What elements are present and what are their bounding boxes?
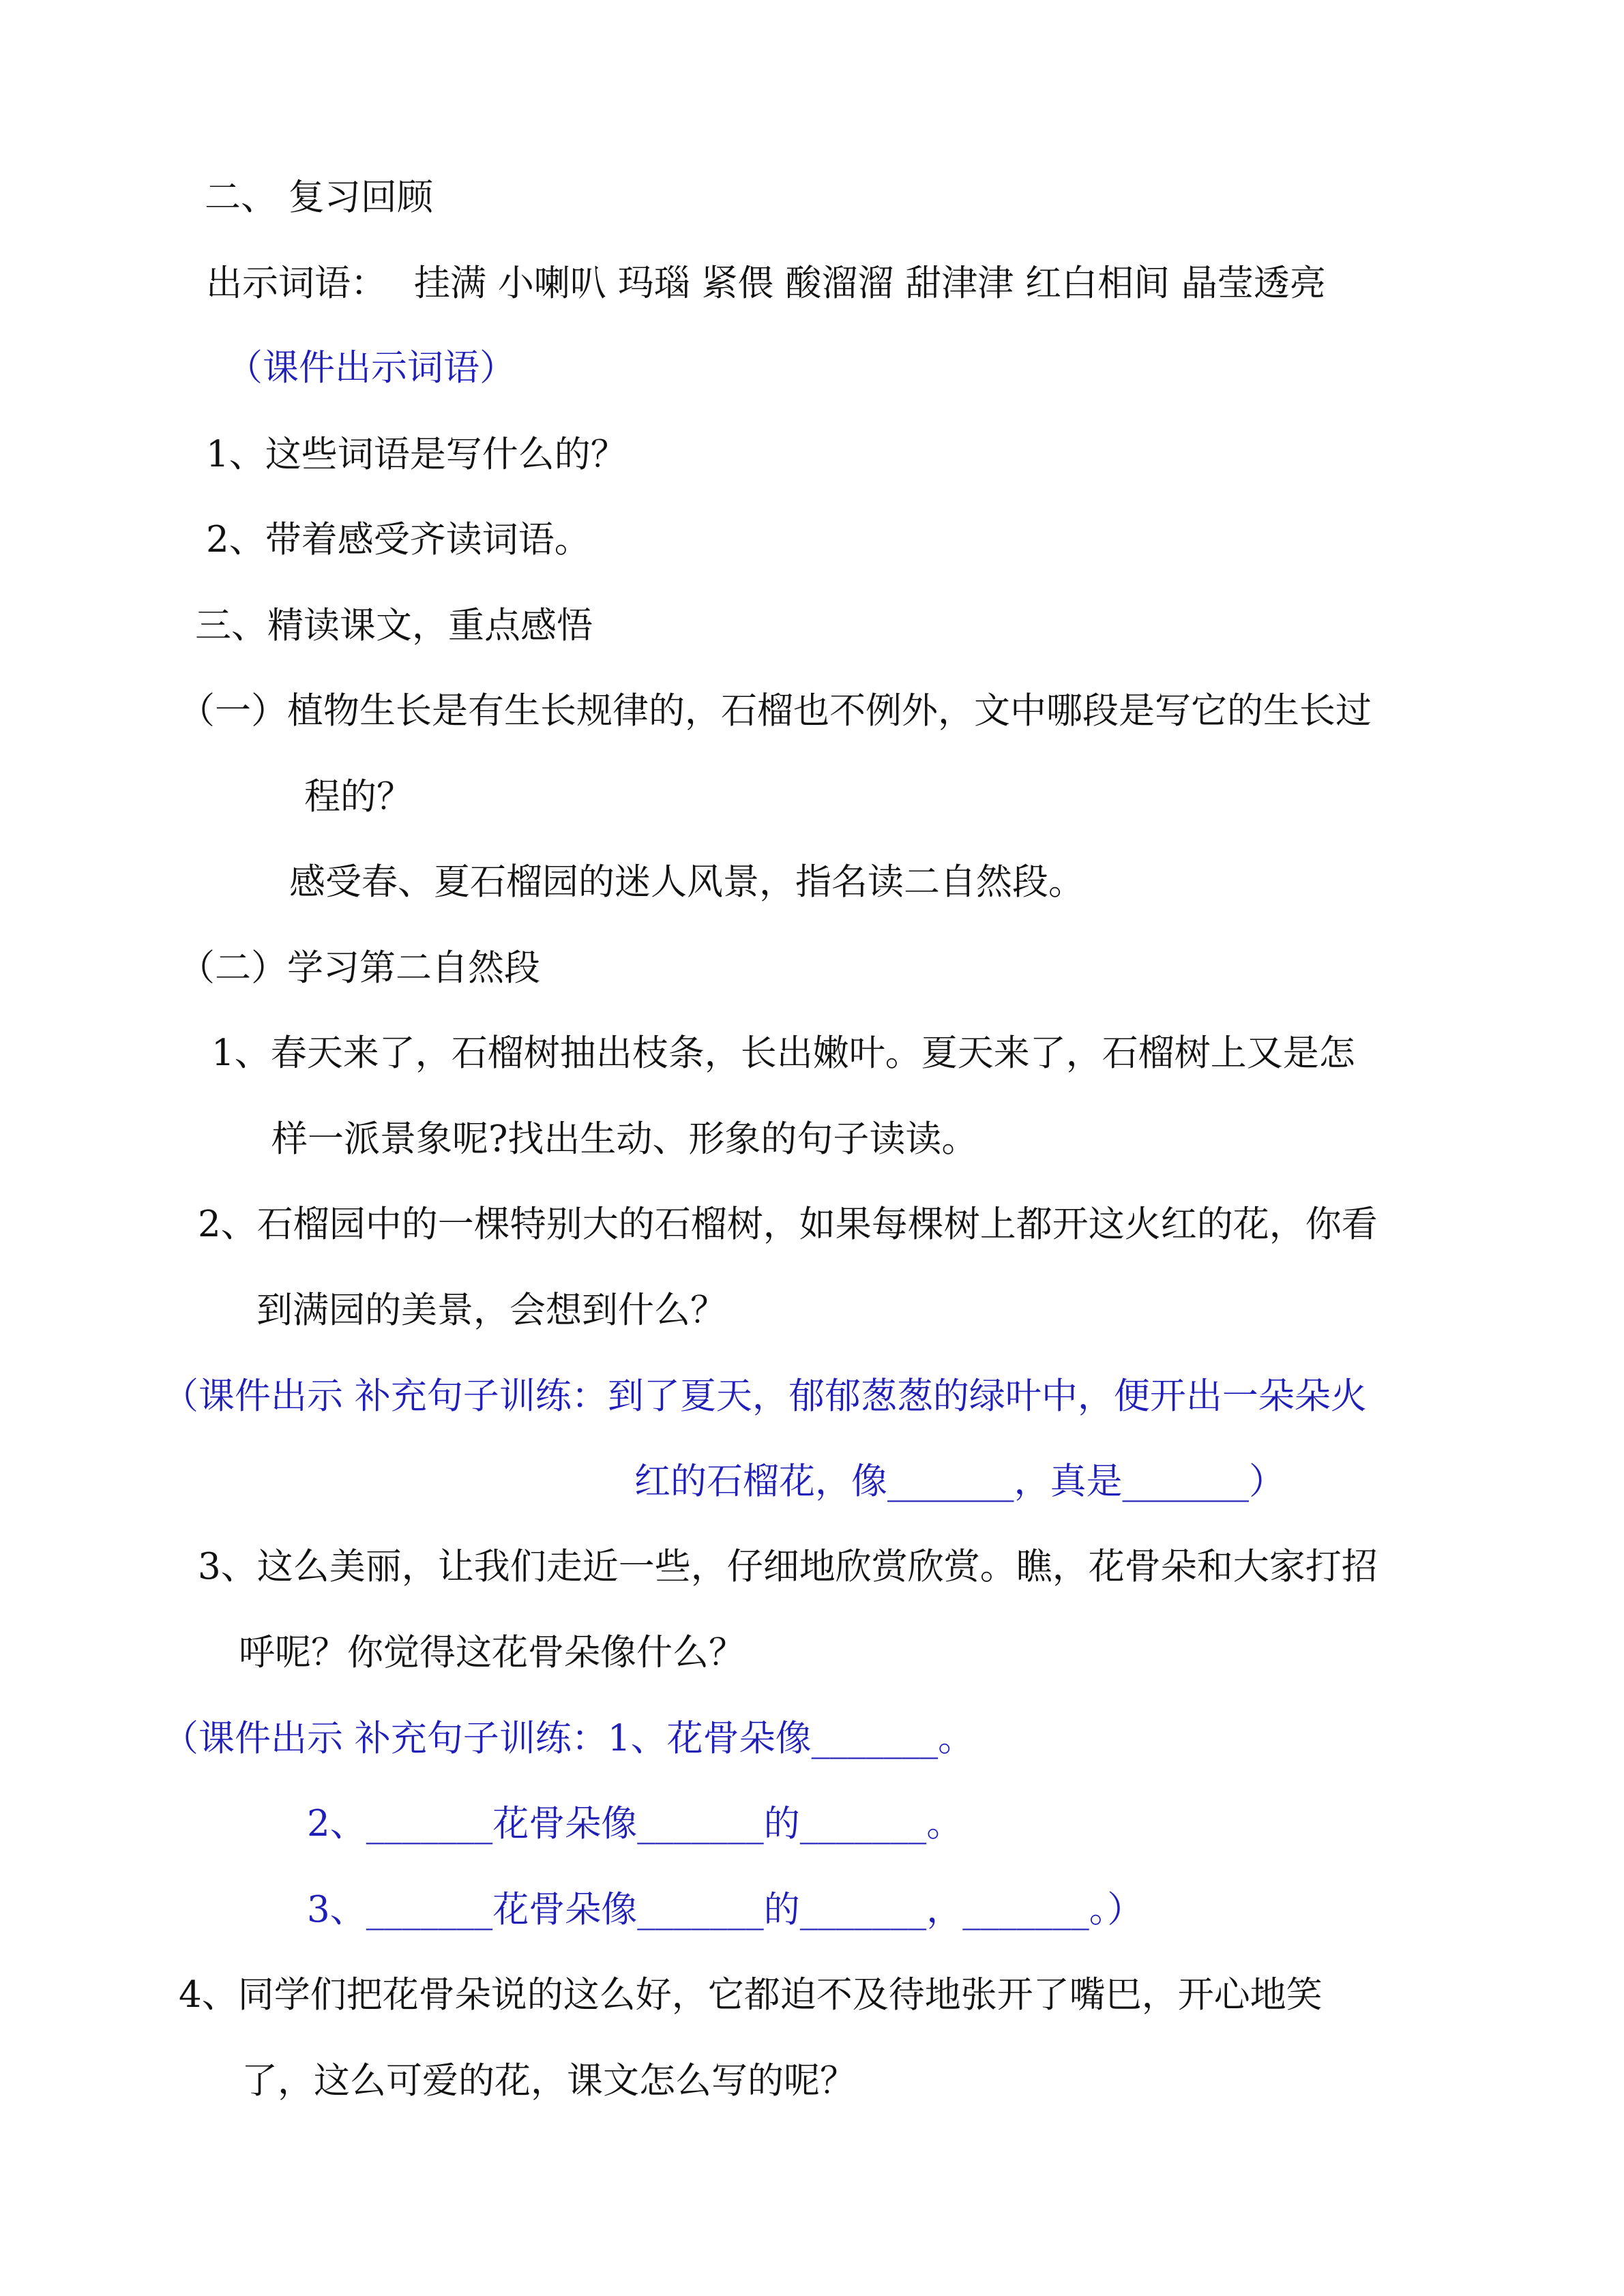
section-2-words-line — [206, 262, 1326, 305]
courseware-sentence-2-line-2: 2、_______花骨朵像_______的_______。 — [307, 1803, 963, 1845]
part-2-heading: （二）学习第二自然段 — [179, 947, 540, 989]
part-1-instruction: 感受春、夏石榴园的迷人风景，指名读二自然段。 — [289, 861, 1084, 903]
section-3-heading: 三、精读课文，重点感悟 — [195, 605, 593, 646]
courseware-sentence-1-line-1: （课件出示 补充句子训练：到了夏天，郁郁葱葱的绿叶中，便开出一朵朵火 — [162, 1375, 1367, 1417]
question-2-read-aloud: 2、带着感受齐读词语。 — [206, 519, 591, 561]
item-3-line-2: 呼呢？你觉得这花骨朵像什么？ — [239, 1632, 745, 1673]
part-1-question-line-1: （一）植物生长是有生长规律的，石榴也不例外，文中哪段是写它的生长过 — [179, 690, 1372, 732]
courseware-sentence-2-line-1: （课件出示 补充句子训练：1、花骨朵像_______。 — [162, 1718, 975, 1759]
item-2-line-2: 到满园的美景，会想到什么？ — [256, 1289, 726, 1331]
item-3-line-1: 3、这么美丽，让我们走近一些，仔细地欣赏欣赏。瞧，花骨朵和大家打招 — [198, 1546, 1378, 1587]
question-1-words: 1、这些词语是写什么的？ — [206, 434, 627, 475]
item-4-line-1: 4、同学们把花骨朵说的这么好，它都迫不及待地张开了嘴巴，开心地笑 — [179, 1974, 1323, 2016]
courseware-sentence-1-line-2: 红的石榴花，像_______，真是_______） — [634, 1461, 1285, 1502]
courseware-words-note: （课件出示词语） — [226, 347, 516, 389]
item-2-line-1: 2、石榴园中的一棵特别大的石榴树，如果每棵树上都开这火红的花，你看 — [198, 1204, 1378, 1245]
courseware-sentence-2-line-3: 3、_______花骨朵像_______的_______，_______。） — [307, 1889, 1144, 1930]
item-4-line-2: 了，这么可爱的花，课文怎么写的呢？ — [241, 2060, 856, 2102]
words-label: 出示词语： — [206, 263, 387, 304]
item-1-line-1: 1、春天来了，石榴树抽出枝条，长出嫩叶。夏天来了，石榴树上又是怎 — [211, 1032, 1355, 1074]
part-1-question-line-2: 程的？ — [304, 776, 413, 818]
item-1-line-2: 样一派景象呢?找出生动、形象的句子读读。 — [271, 1118, 978, 1160]
section-2-heading: 二、 复习回顾 — [205, 177, 433, 218]
word-list: 挂满 小喇叭 玛瑙 紧偎 酸溜溜 甜津津 红白相间 晶莹透亮 — [414, 263, 1326, 304]
